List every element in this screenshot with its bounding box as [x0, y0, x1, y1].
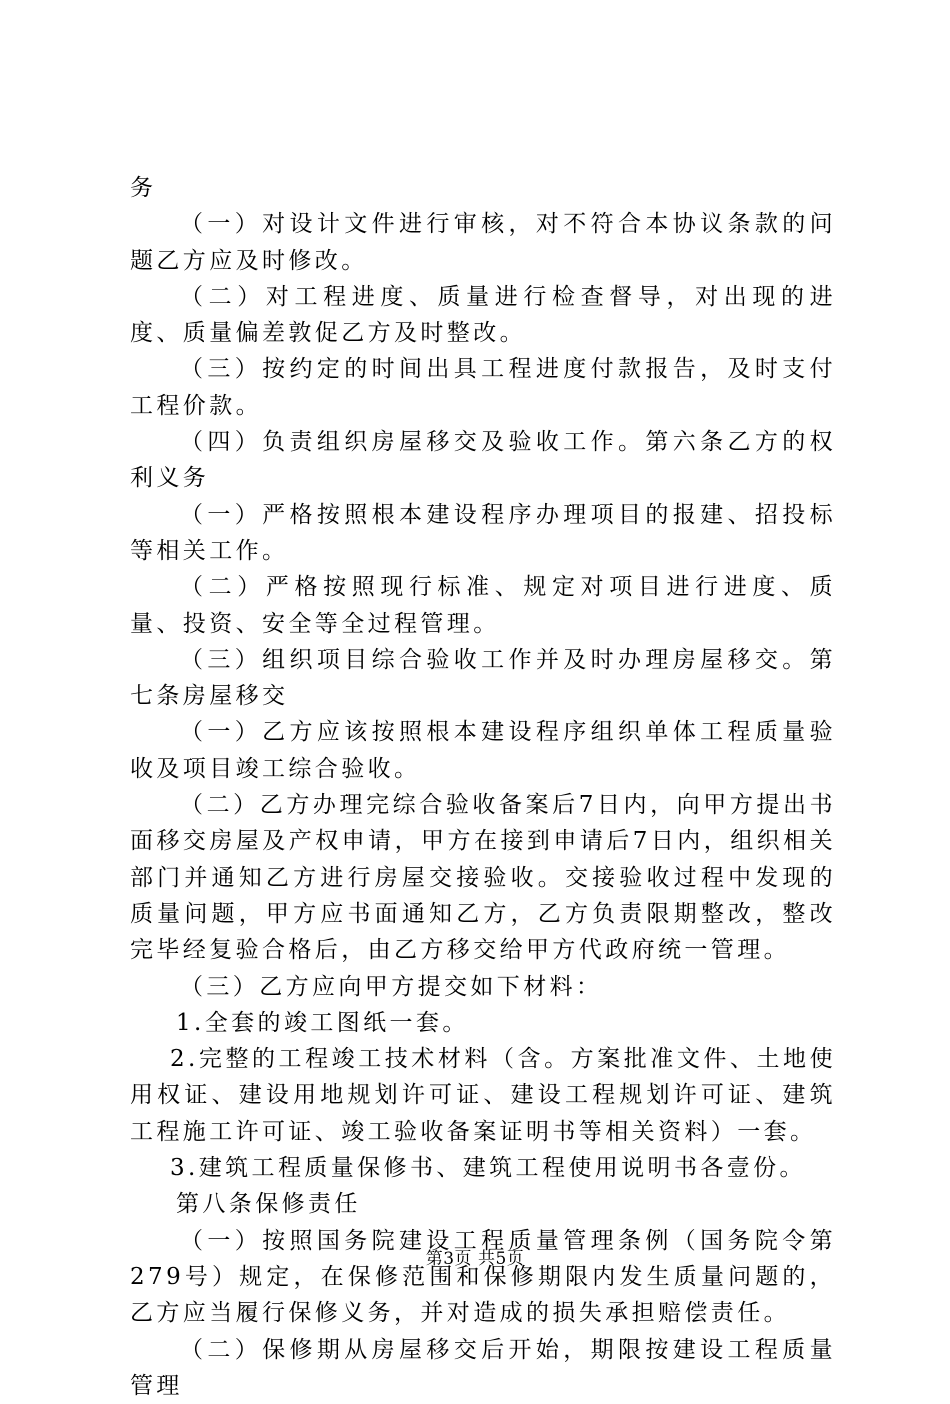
paragraph: （一）严格按照根本建设程序办理项目的报建、招投标等相关工作。	[130, 497, 836, 570]
paragraph: （三）组织项目综合验收工作并及时办理房屋移交。第七条房屋移交	[130, 642, 836, 715]
paragraph: （二）乙方办理完综合验收备案后7日内，向甲方提出书面移交房屋及产权申请，甲方在接到申请后7日内，组织相关部门并通知乙方进行房屋交接验收。交接验收过程中发现的质量问题，甲方应书面通知乙方，乙方负责限期整改，整改完毕经复验合格后，由乙方移交给甲方代政府统一管理。	[130, 787, 836, 968]
paragraph: （一）乙方应该按照根本建设程序组织单体工程质量验收及项目竣工综合验收。	[130, 714, 836, 787]
document-body	[130, 170, 836, 1404]
paragraph: 务	[130, 170, 836, 206]
paragraph: （三）按约定的时间出具工程进度付款报告，及时支付工程价款。	[130, 351, 836, 424]
list-item: 2.完整的工程竣工技术材料（含。方案批准文件、土地使用权证、建设用地规划许可证、建设工程规划许可证、建筑工程施工许可证、竣工验收备案证明书等相关资料）一套。	[130, 1041, 836, 1150]
paragraph: （二）严格按照现行标准、规定对项目进行进度、质量、投资、安全等全过程管理。	[130, 569, 836, 642]
paragraph: （二）对工程进度、质量进行检查督导，对出现的进度、质量偏差敦促乙方及时整改。	[130, 279, 836, 352]
page-footer: 第3页 共5页	[0, 1244, 950, 1269]
list-item: 3.建筑工程质量保修书、建筑工程使用说明书各壹份。	[130, 1150, 836, 1186]
section-heading: 第八条保修责任	[130, 1186, 836, 1222]
paragraph: （三）乙方应向甲方提交如下材料：	[130, 969, 836, 1005]
paragraph: （一）按照国务院建设工程质量管理条例（国务院令第279号）规定，在保修范围和保修期限内发生质量问题的，乙方应当履行保修义务，并对造成的损失承担赔偿责任。	[130, 1223, 836, 1332]
paragraph: （一）对设计文件进行审核，对不符合本协议条款的问题乙方应及时修改。	[130, 206, 836, 279]
paragraph: （四）负责组织房屋移交及验收工作。第六条乙方的权利义务	[130, 424, 836, 497]
paragraph: （二）保修期从房屋移交后开始，期限按建设工程质量管理	[130, 1332, 836, 1404]
list-item: 1.全套的竣工图纸一套。	[130, 1005, 836, 1041]
